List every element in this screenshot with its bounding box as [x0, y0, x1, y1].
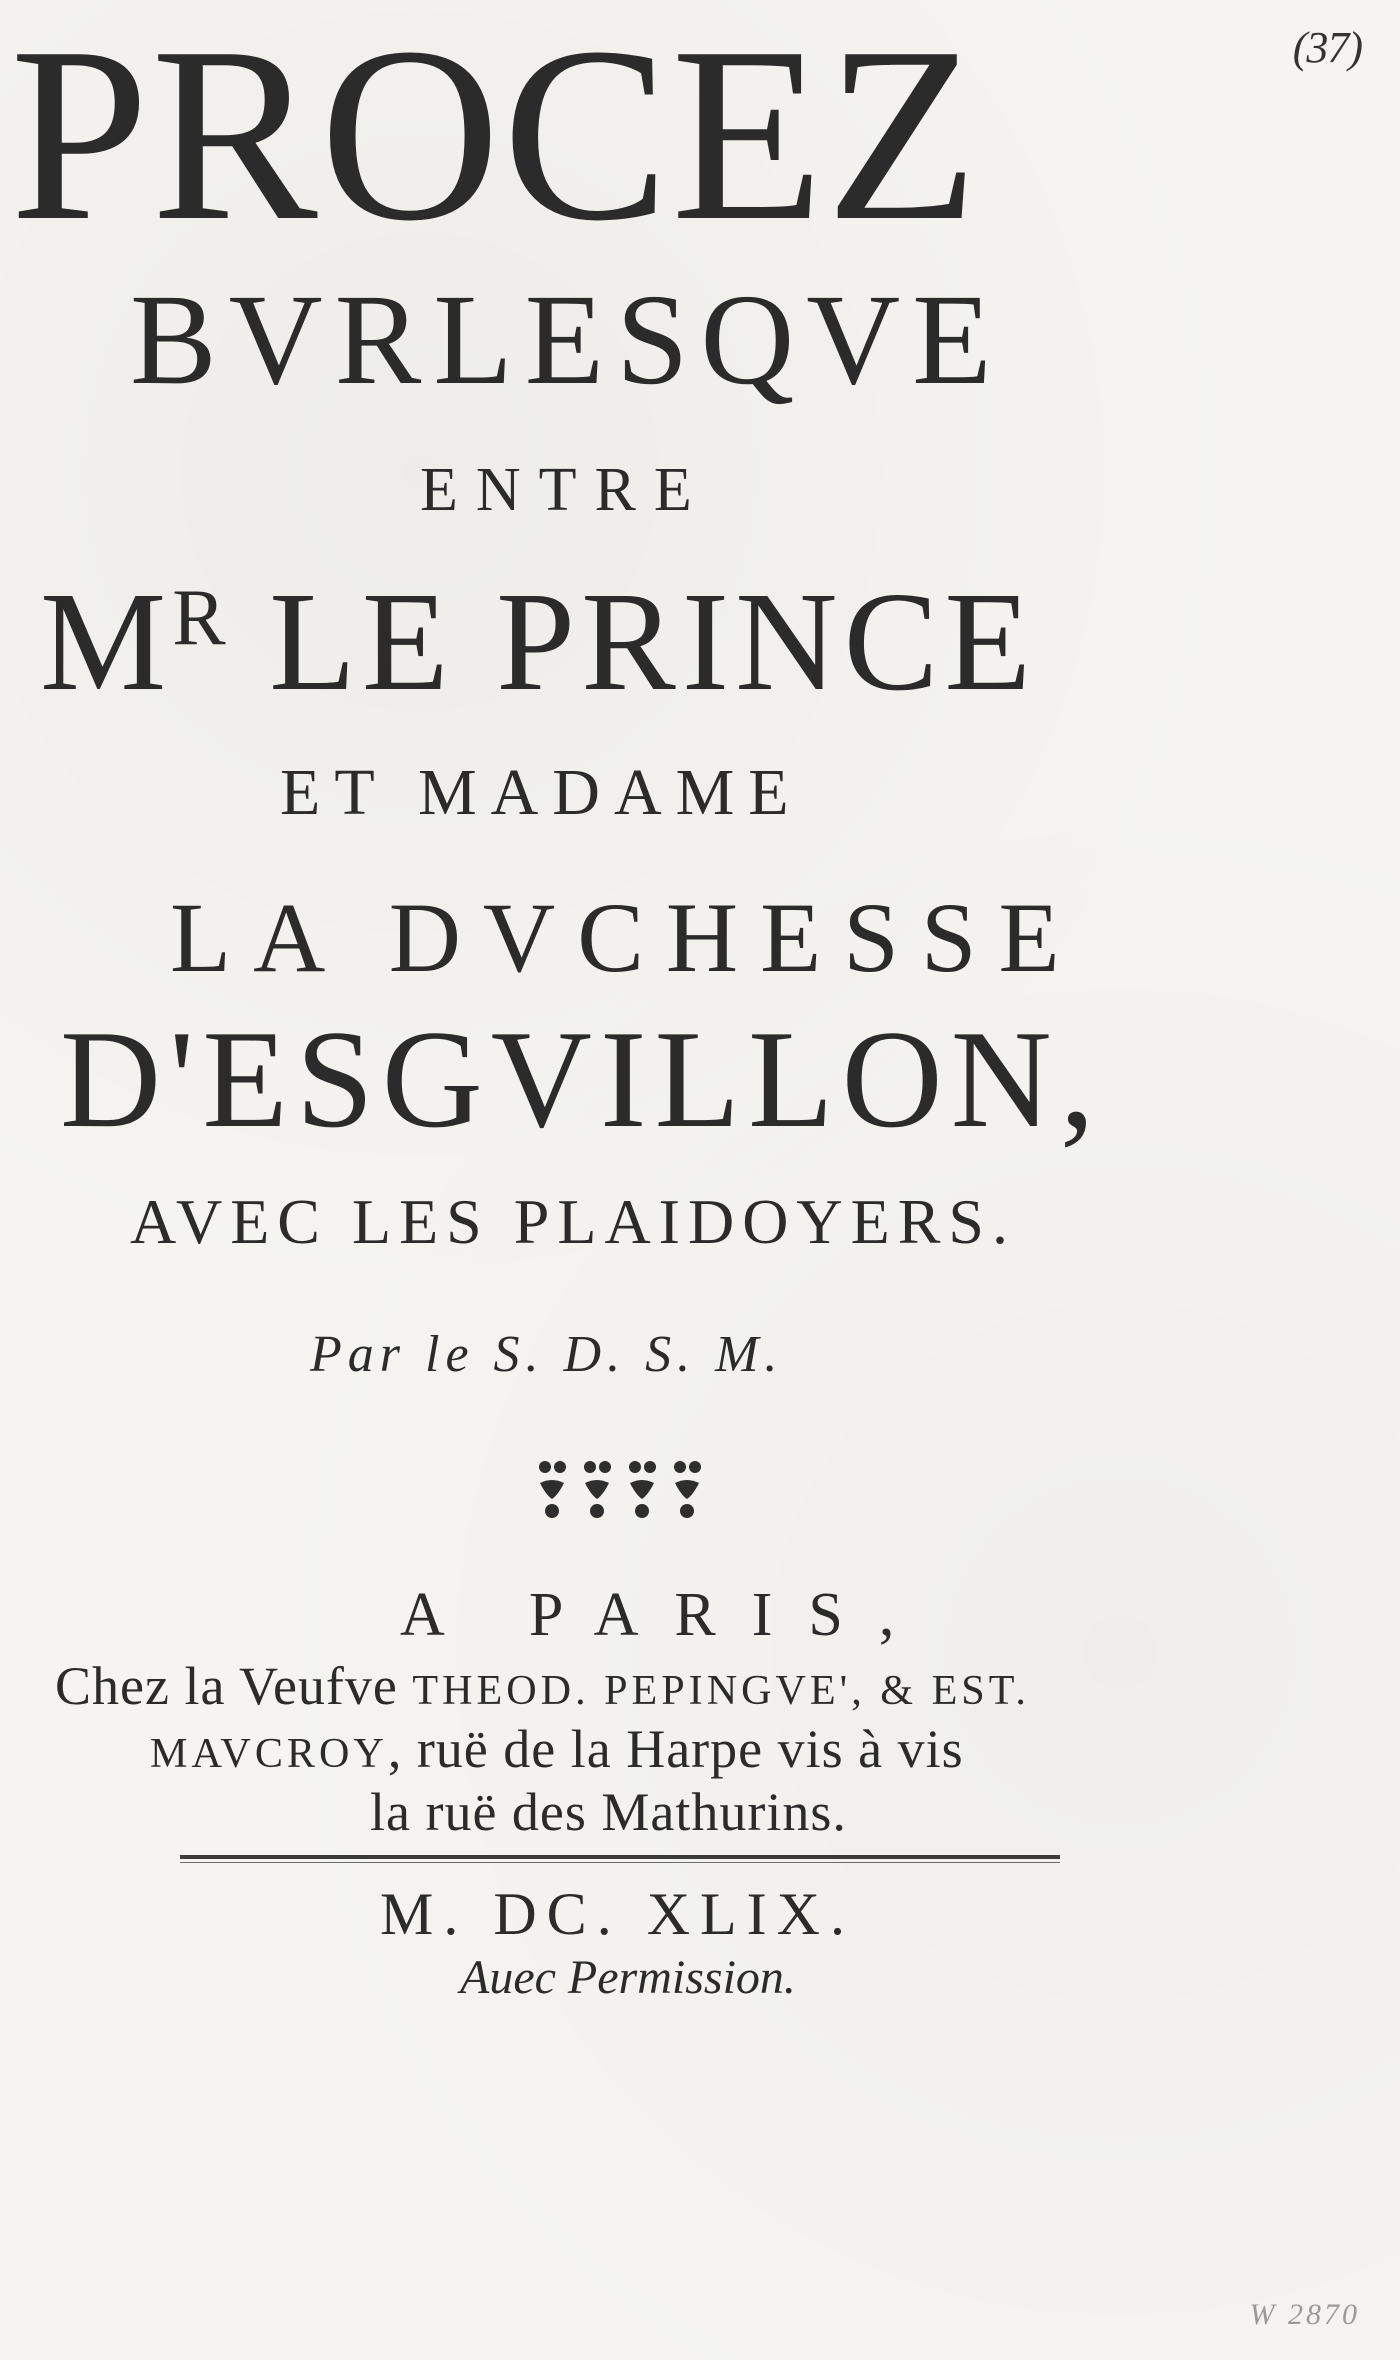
title-prince-rest: LE PRINCE	[227, 562, 1038, 720]
author-line: Par le S. D. S. M.	[310, 1326, 784, 1383]
publication-date: M. DC. XLIX.	[380, 1881, 855, 1947]
permission-note: Auec Permission.	[460, 1951, 796, 2004]
imprint-line-2-a: MAVCROY	[150, 1730, 388, 1777]
fleuron-ornament-icon	[530, 1455, 710, 1525]
imprint-line-3: la ruë des Mathurins.	[370, 1782, 847, 1842]
folio-number: (37)	[1292, 23, 1362, 72]
title-line-madame: ET MADAME	[280, 756, 803, 829]
title-line-plaidoyers: AVEC LES PLAIDOYERS.	[130, 1186, 1016, 1257]
shelfmark: W 2870	[1249, 2298, 1360, 2331]
title-prefix: M	[40, 562, 173, 720]
imprint-place: A PARIS,	[400, 1581, 931, 1649]
divider-rule-thin	[180, 1862, 1060, 1863]
imprint-line-2-b: , ruë de la Harpe vis à vis	[387, 1719, 964, 1779]
title-line-duchesse: LA DVCHESSE	[170, 882, 1082, 993]
title-line-prince	[40, 562, 1190, 720]
divider-rule	[180, 1855, 1060, 1859]
imprint-line-1-a: Chez la Veufve	[55, 1656, 413, 1716]
title-line-entre: ENTRE	[420, 456, 710, 524]
imprint-line-1-b: THEOD. PEPINGVE', & EST.	[412, 1667, 1030, 1714]
imprint-line-1	[55, 1655, 1205, 1717]
title-line-procez: PROCEZ	[10, 0, 981, 273]
title-line-burlesque: BVRLESQVE	[130, 268, 1004, 412]
title-line-esguillon: D'ESGVILLON,	[60, 1002, 1103, 1157]
title-superscript: R	[172, 574, 228, 662]
imprint-line-2	[150, 1718, 1150, 1780]
